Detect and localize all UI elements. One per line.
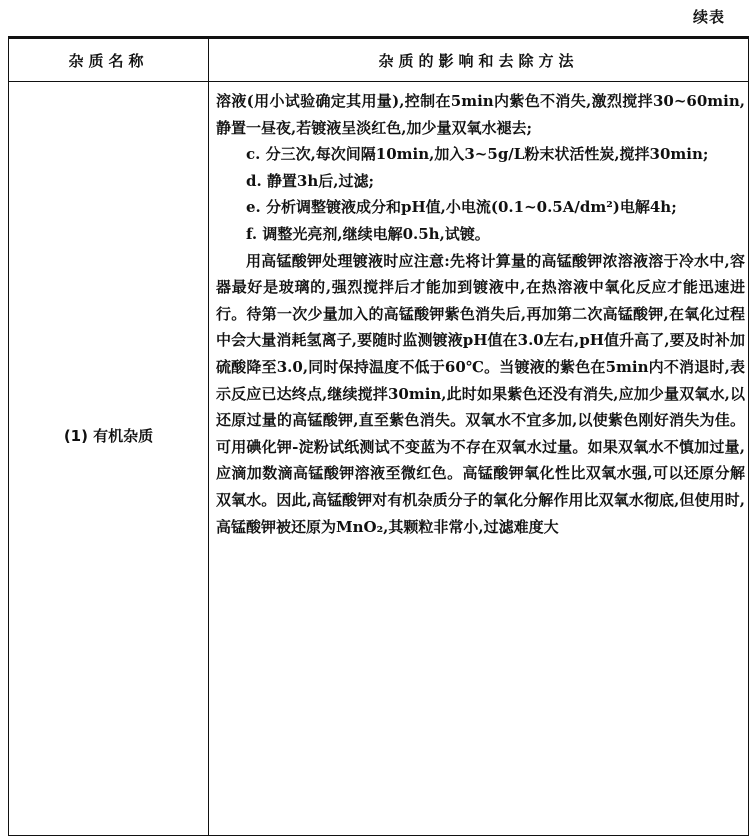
impurity-table <box>8 36 749 836</box>
continued-label: 续表 <box>692 8 725 26</box>
method-paragraph: 溶液(用小试验确定其用量),控制在5min内紫色不消失,激烈搅拌30~60min,静置一昼夜,若镀液呈淡红色,加少量双氧水褪去; <box>216 92 745 137</box>
method-step-d: d. 静置3h后,过滤; <box>246 171 375 190</box>
method-step-e: e. 分析调整镀液成分和pH值,小电流(0.1~0.5A/dm²)电解4h; <box>246 198 677 217</box>
method-note-paragraph: 用高锰酸钾处理镀液时应注意:先将计算量的高锰酸钾浓溶液溶于冷水中,容器最好是玻璃的,强烈搅拌后才能加到镀液中,在热溶液中氧化反应才能迅速进行。待第一次少量加入的高锰酸钾紫色消失后,再加第二次高锰酸钾,在氧化过程中会大量消耗氢离子,要随时监测镀液pH值在3.0左右,pH值升高了,要及时补加硫酸降至3.0,同时保持温度不低于60℃。当镀液的紫色在5min内不消退时,表示反应已达终点,继续搅拌30min,此时如果紫色还没有消失,应加少量双氧水,以还原过量的高锰酸钾,直至紫色消失。双氧水不宜多加,以使紫色刚好消失为佳。可用碘化钾-淀粉试纸测试不变蓝为不存在双氧水过量。如果双氧水不慎加过量,应滴加数滴高锰酸钾溶液至微红色。高锰酸钾氧化性比双氧水强,可以还原分解双氧水。因此,高锰酸钾对有机杂质分子的氧化分解作用比双氧水彻底,但使用时,高锰酸钾被还原为MnO₂,其颗粒非常小,过滤难度大 <box>216 251 745 536</box>
method-step-f: f. 调整光亮剂,继续电解0.5h,试镀。 <box>246 224 490 243</box>
method-step-c: c. 分三次,每次间隔10min,加入3~5g/L粉末状活性炭,搅拌30min; <box>246 145 709 164</box>
header-impact-and-removal: 杂质的影响和去除方法 <box>209 38 749 82</box>
table-header-row <box>9 38 749 82</box>
impurity-name-cell: (1) 有机杂质 <box>9 82 209 836</box>
table-row <box>9 82 749 836</box>
header-impurity-name: 杂质名称 <box>9 38 209 82</box>
removal-method-cell <box>209 82 749 836</box>
